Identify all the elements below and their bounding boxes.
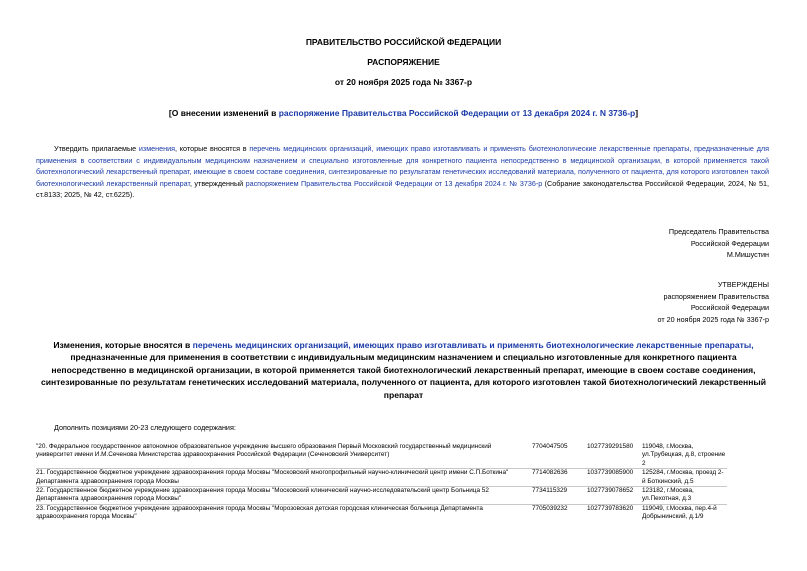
table-row xyxy=(36,504,727,521)
approval-line-4: от 20 ноября 2025 года № 3367-р xyxy=(657,315,769,325)
changes-title-rest: предназначенные для применения в соответствии с индивидуальным медицинским назначением и специально изготовленные для конкретного пациента непосредственно в медицинской организации, в которой применяется такой биотехнологический лекарственный препарат, имеющие в своем составе соединения, синтезированные по результатам генетических исследований материала, полученного от пациента, для которого изготовлен такой биотехнологический лекарственный препарат xyxy=(40,352,767,400)
row-name: 21. Государственное бюджетное учреждение здравоохранения города Москвы "Московский многопрофильный научно-клинический центр имени С.П.Боткина" Департамента здравоохранения города Москвы xyxy=(36,469,532,487)
signature-title: Председатель Правительства xyxy=(668,227,769,236)
table-row xyxy=(36,487,727,505)
approval-line-3: Российской Федерации xyxy=(690,303,769,313)
body-text-3: , утвержденный xyxy=(190,178,246,188)
approval-block xyxy=(569,279,769,326)
subject-prefix: [О внесении изменений в xyxy=(168,108,279,118)
row-ogrn: 1027739078652 xyxy=(587,487,642,505)
signature-block xyxy=(569,226,769,261)
changes-title-link[interactable]: перечень медицинских организаций, имеющих право изготавливать и применять биотехнологические лекарственные препараты, xyxy=(192,340,754,350)
body-text-4: (Собрание законодательства Российской Федерации, 2024, № 51, ст.8133; 2025, № 42, ст.6225). xyxy=(36,178,769,200)
row-address: 119048, г.Москва, ул.Трубецкая, д.8, строение 2 xyxy=(642,443,726,467)
row-name: 23. Государственное бюджетное учреждение здравоохранения города Москвы "Морозовская детская городская клиническая больница Департамента здравоохранения города Москвы" xyxy=(36,504,532,521)
changes-title-prefix: Изменения, которые вносятся в xyxy=(53,340,193,350)
row-address: 125284, г.Москва, проезд 2-й Боткинский, д.5 xyxy=(642,469,727,487)
table-row xyxy=(36,443,727,469)
body-paragraph xyxy=(36,143,769,201)
doc-type-heading: РАСПОРЯЖЕНИЕ xyxy=(367,57,440,67)
body-text-1: Утвердить прилагаемые xyxy=(54,144,139,153)
row-ogrn: 1027739291580 xyxy=(587,443,634,450)
link-list[interactable]: перечень медицинских организаций, имеющих право изготавливать и применять биотехнологические лекарственные препараты, предназначенные для применения в соответствии с индивидуальным медицинским назначением и специально изготовленные для конкретного пациента непосредственно в медицинской организации, в которой применяется такой биотехнологический лекарственный препарат, имеющие в своем составе соединения, синтезированные по результатам генетических исследований материала, полученного от пациента, для которого изготовлен такой биотехнологический лекарственный препарат xyxy=(36,144,769,188)
row-address: 119049, г.Москва, пер.4-й Добрынинский, д.1/9 xyxy=(642,504,727,521)
row-inn: 7704047505 xyxy=(532,443,568,450)
approval-line-2: распоряжением Правительства xyxy=(663,291,769,301)
government-heading: ПРАВИТЕЛЬСТВО РОССИЙСКОЙ ФЕДЕРАЦИИ xyxy=(305,37,502,47)
positions-table xyxy=(36,443,727,522)
row-inn: 7714082636 xyxy=(532,469,587,487)
approval-heading: УТВЕРЖДЕНЫ xyxy=(717,280,769,289)
signature-country: Российской Федерации xyxy=(690,238,769,248)
intro-text: Дополнить позициями 20-23 следующего содержания: xyxy=(54,423,236,432)
link-changes[interactable]: изменения xyxy=(138,144,176,153)
row-inn: 7734115329 xyxy=(532,487,587,505)
doc-date-number: от 20 ноября 2025 года № 3367-р xyxy=(334,77,473,87)
row-inn: 7705039232 xyxy=(532,504,587,521)
row-address: 123182, г.Москва, ул.Пехотная, д.3 xyxy=(642,487,727,505)
link-order[interactable]: распоряжением Правительства Российской Федерации от 13 декабря 2024 г. № 3736-р xyxy=(245,178,543,188)
doc-subject xyxy=(0,108,807,118)
row-name: 22. Государственное бюджетное учреждение здравоохранения города Москвы "Московский клинический научно-исследовательский центр Больница 52 Департамента здравоохранения города Москвы" xyxy=(36,487,532,505)
table-row xyxy=(36,469,727,487)
body-text-2: , которые вносятся в xyxy=(175,144,250,153)
row-ogrn: 1027739783620 xyxy=(587,504,642,521)
changes-title xyxy=(36,339,771,401)
row-ogrn: 1037739085900 xyxy=(587,469,642,487)
row-name: "20. Федеральное государственное автономное образовательное учреждение высшего образования Первый Московский государственный медицинский университет имени И.М.Сеченова Министерства здравоохранения Российской Федерации (Сеченовский Университет) xyxy=(36,443,492,459)
subject-link[interactable]: распоряжение Правительства Российской Федерации от 13 декабря 2024 г. N 3736-р xyxy=(278,108,636,118)
subject-suffix: ] xyxy=(635,108,639,118)
signature-name: М.Мишустин xyxy=(726,250,769,260)
